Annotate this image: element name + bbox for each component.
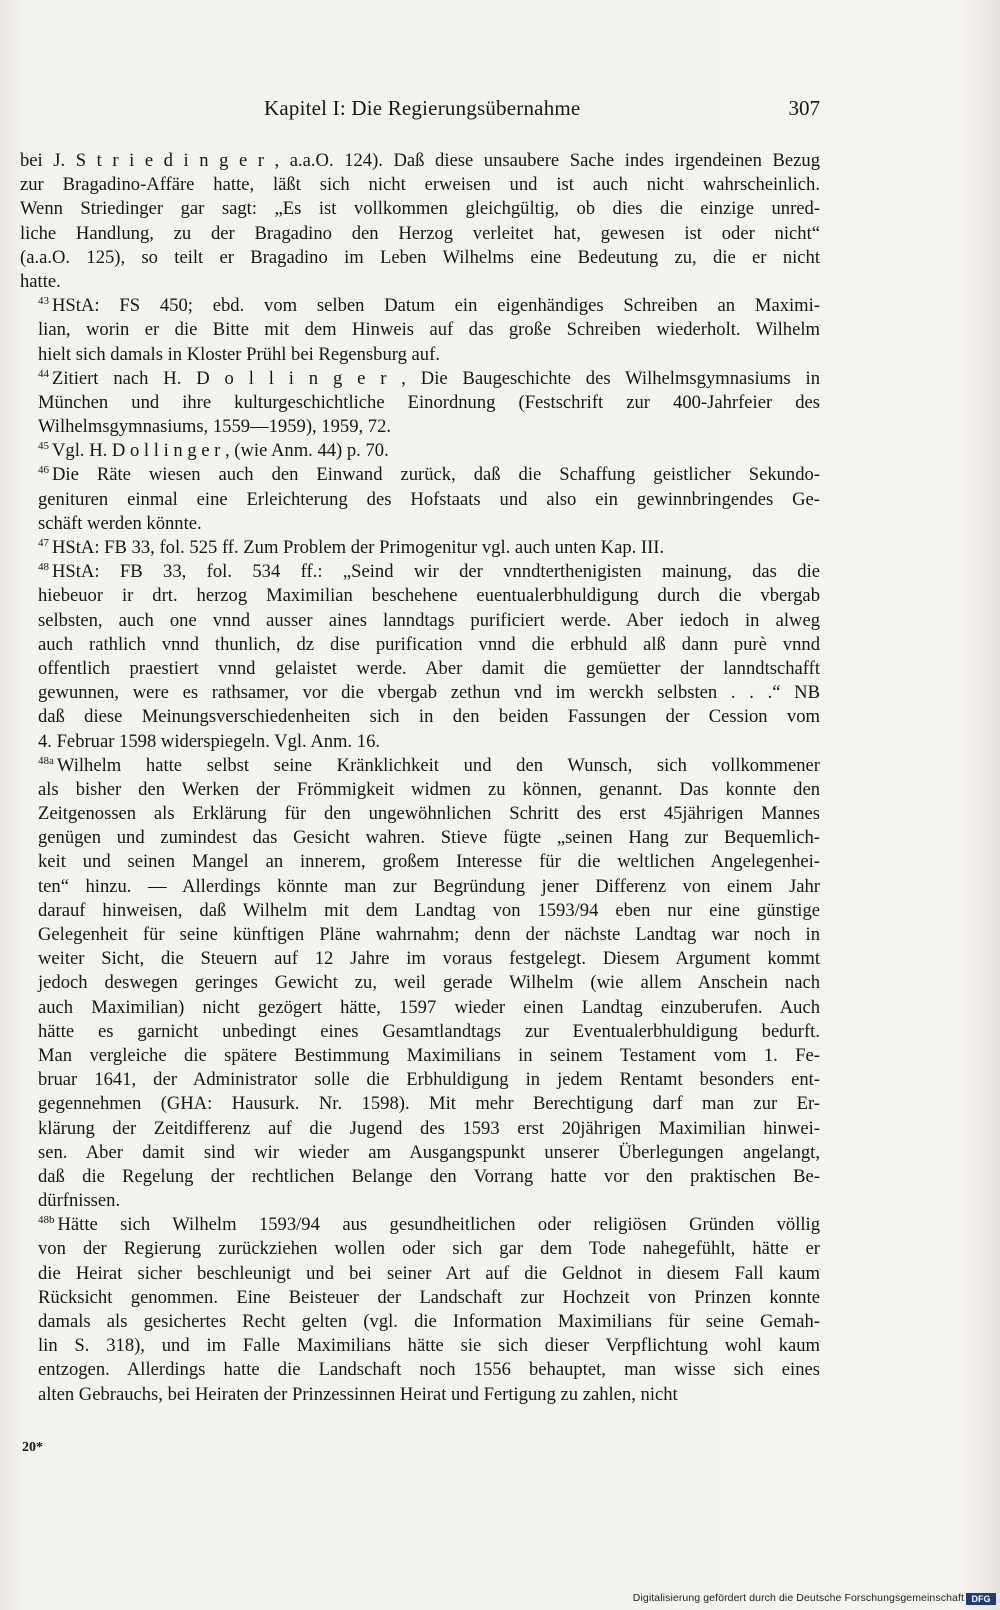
text-line: alten Gebrauchs, bei Heiraten der Prinzessinnen Heirat und Fertigung zu zahlen, nicht (38, 1383, 678, 1405)
line-text: HStA: FB 33, fol. 534 ff.: „Seind wir der vnndterthenigisten mainung, das die (52, 561, 820, 583)
dfg-logo-icon: DFG (966, 1593, 996, 1605)
text-line: als bisher den Werken der Frömmigkeit widmen zu können, genannt. Das konnte den (38, 778, 820, 800)
text-line: offentlich praestiert vnnd gelaistet werde. Aber damit die gemüetter der lanndtschafft (38, 657, 820, 679)
text-line: selbsten, auch one vnnd ausser aines lanndtags purificiert werde. Aber iedoch in alweg (38, 609, 820, 631)
text-line: weiter Sicht, die Steuern auf 12 Jahre im voraus festgelegt. Diesem Argument kommt (38, 948, 820, 970)
text-line: hielt sich damals in Kloster Prühl bei Regensburg auf. (38, 343, 440, 365)
text-line: lin S. 318), und im Falle Maximilians hätte sie sich dieser Verpflichtung wohl kaum (38, 1335, 820, 1357)
text-line: Man vergleiche die spätere Bestimmung Maximilians in seinem Testament vom 1. Fe- (38, 1044, 820, 1066)
line-text: Wilhelm hatte selbst seine Kränklichkeit und den Wunsch, sich vollkommener (56, 754, 820, 776)
footnote-p0 (20, 149, 820, 294)
text-line: die Heirat sicher beschleunigt und bei seiner Art auf die Geldnot in diesem Fall kaum (38, 1262, 820, 1284)
digitization-credit: Digitalisierung gefördert durch die Deutsche Forschungsgemeinschaft (632, 1592, 964, 1604)
text-line: von der Regierung zurückziehen wollen oder sich gar dem Tode nahegefühlt, hätte er (38, 1238, 820, 1260)
text-line: daß diese Meinungsverschiedenheiten sich in den beiden Fassungen der Cession vom (38, 706, 820, 728)
text-line: hätte es garnicht unbedingt eines Gesamtlandtags zur Eventualerbhuldigung bedurft. (38, 1020, 820, 1042)
text-line (20, 294, 820, 318)
text-line: entzogen. Allerdings hatte die Landschaft noch 1556 behauptet, man wisse sich eines (38, 1359, 820, 1381)
footnote-p46 (20, 463, 820, 536)
footnote-marker: 47 (38, 537, 49, 549)
text-line: (a.a.O. 125), so teilt er Bragadino im Leben Wilhelms eine Bedeutung zu, die er nicht (20, 246, 820, 268)
text-line: sen. Aber damit sind wir wieder am Ausgangspunkt unserer Überlegungen angelangt, (38, 1141, 820, 1163)
footnote-p43 (20, 294, 820, 367)
footnote-marker: 43 (38, 295, 49, 308)
text-line: jedoch deswegen geringes Gewicht zu, weil gerade Wilhelm (wie allem Anschein nach (38, 972, 820, 994)
text-line: dürfnissen. (38, 1190, 121, 1212)
line-text: Die Räte wiesen auch den Einwand zurück, daß die Schaffung geistlicher Sekundo- (52, 464, 820, 486)
text-line: gegennehmen (GHA: Hausurk. Nr. 1598). Mit mehr Berechtigung darf man zur Er- (38, 1093, 820, 1115)
text-line: schäft werden könnte. (38, 512, 202, 534)
text-line: gewunnen, were es rathsamer, vor die vbergab zethun vnd im werckh selbsten . . .“ NB (38, 682, 820, 704)
text-line: lian, worin er die Bitte mit dem Hinweis auf das große Schreiben wiederholt. Wilhelm (38, 319, 820, 341)
text-line: Wenn Striedinger gar sagt: „Es ist vollkommen gleichgültig, ob dies die einzige unred- (20, 198, 820, 220)
text-line: 4. Februar 1598 widerspiegeln. Vgl. Anm. 16. (38, 730, 381, 752)
text-line: Gelegenheit für seine künftigen Pläne wahrnahm; denn der nächste Landtag war noch in (38, 924, 820, 945)
page-number: 307 (788, 96, 820, 120)
text-line: keit und seinen Mangel an innerem, großem Interesse für die weltlichen Angelegenhei- (38, 851, 820, 873)
text-line (20, 754, 820, 778)
text-line (20, 439, 820, 463)
line-text: HStA: FB 33, fol. 525 ff. Zum Problem der Primogenitur vgl. auch unten Kap. III. (52, 537, 665, 558)
line-text: Hätte sich Wilhelm 1593/94 aus gesundheitlichen oder religiösen Gründen völlig (57, 1214, 820, 1236)
line-text: HStA: FS 450; ebd. vom selben Datum ein eigenhändiges Schreiben an Maximi- (52, 295, 820, 317)
line-text: Zitiert nach H. D o l l i n g e r , Die Baugeschichte des Wilhelmsgymnasiums in (52, 367, 820, 389)
text-line: genituren einmal eine Erleichterung des Hofstaats und also ein gewinnbringendes Ge- (38, 488, 820, 510)
printer-signature-mark: 20* (22, 1440, 43, 1455)
footnote-p48a (20, 754, 820, 1214)
text-line: bruar 1641, der Administrator solle die Erbhuldigung in jedem Rentamt besonders ent- (38, 1069, 820, 1091)
text-line: damals als gesichertes Recht gelten (vgl. die Information Maximilians für seine Gemah- (38, 1311, 820, 1332)
text-line: bei J. S t r i e d i n g e r , a.a.O. 124). Daß diese unsaubere Sache indes irgendeinen Bezug (20, 150, 820, 171)
footnote-p48 (20, 560, 820, 754)
footnote-p47 (20, 536, 820, 560)
text-line (20, 463, 820, 487)
footnote-marker: 48 (38, 561, 49, 574)
footnote-marker: 48a (38, 754, 54, 767)
text-line (20, 560, 820, 584)
footnote-marker: 44 (38, 367, 49, 380)
text-line (20, 536, 820, 560)
footnote-p44 (20, 367, 820, 440)
footnote-body (20, 149, 820, 1407)
text-line: ten“ hinzu. — Allerdings könnte man zur Begründung jener Differenz von einem Jahr (38, 875, 820, 897)
text-line: liche Handlung, zu der Bragadino den Herzog verleitet hat, gewesen ist oder nicht“ (20, 222, 820, 244)
text-line: hatte. (20, 270, 61, 292)
text-line: daß die Regelung der rechtlichen Belange den Vorrang hatte vor den praktischen Be- (38, 1165, 820, 1187)
text-line: Wilhelmsgymnasiums, 1559—1959), 1959, 72. (38, 416, 392, 438)
footnote-p45 (20, 439, 820, 463)
text-line: Rücksicht genommen. Eine Beisteuer der Landschaft zur Hochzeit von Prinzen konnte (38, 1286, 820, 1308)
text-line: genügen und zumindest das Gesicht wahren. Stieve fügte „seinen Hang zur Bequemlich- (38, 827, 820, 849)
text-line (20, 367, 820, 391)
footnote-marker: 48b (38, 1214, 55, 1227)
text-line: hiebeuor ir drt. herzog Maximilian beschehene euentualerbhuldigung durch die vbergab (38, 585, 820, 607)
running-head (20, 96, 820, 126)
text-line: klärung der Zeitdifferenz auf die Jugend des 1593 erst 20jährigen Maximilian hinwei- (38, 1117, 820, 1139)
text-line: darauf hinweisen, daß Wilhelm mit dem Landtag von 1593/94 eben nur eine günstige (38, 899, 820, 921)
text-line: München und ihre kulturgeschichtliche Einordnung (Festschrift zur 400-Jahrfeier des (38, 391, 820, 413)
text-line: zur Bragadino-Affäre hatte, läßt sich nicht erweisen und ist auch nicht wahrscheinlich. (20, 174, 820, 196)
text-line: Zeitgenossen als Erklärung für den ungewöhnlichen Schritt des erst 45jährigen Mannes (38, 803, 820, 825)
footnote-p48b (20, 1213, 820, 1407)
footnote-marker: 45 (38, 440, 49, 453)
text-line: auch Maximilian) nicht gezögert hätte, 1597 wieder einen Landtag einzuberufen. Auch (38, 996, 820, 1018)
chapter-title: Kapitel I: Die Regierungsübernahme (264, 96, 581, 120)
line-text: Vgl. H. D o l l i n g e r , (wie Anm. 44) p. 70. (52, 440, 389, 462)
footnote-marker: 46 (38, 464, 49, 477)
text-line: auch rathlich vnnd thunlich, dz dise purification vnnd die erbhuld alß dann purè vnnd (38, 633, 820, 655)
text-line (20, 1213, 820, 1237)
